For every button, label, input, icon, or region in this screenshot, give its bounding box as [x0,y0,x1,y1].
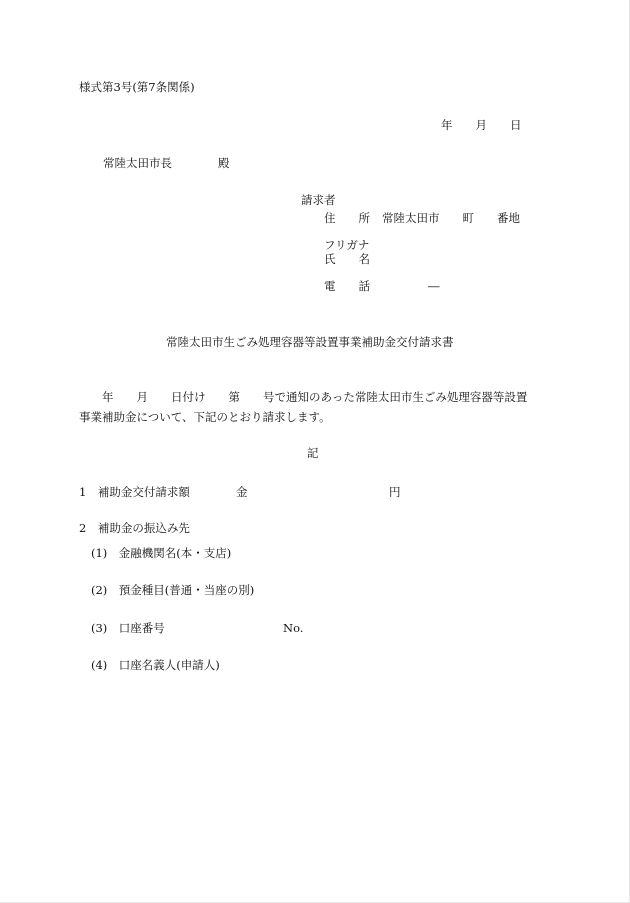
phone-dash: ― [428,279,440,293]
phone-label: 電 話 [324,279,370,293]
body-line-2: 事業補助金について、下記のとおり請求します。 [79,410,331,424]
item2-sub4: (4) 口座名義人(申請人) [91,658,220,672]
body-line-1: 年 月 日付け 第 号で通知のあった常陸太田市生ごみ処理容器等設置 [79,390,528,404]
date-line: 年 月 日 [441,118,522,132]
form-number: 様式第3号(第7条関係) [79,80,195,94]
item1-kin: 金 [236,485,248,499]
item1-yen: 円 [389,485,401,499]
requester-heading: 請求者 [301,193,336,207]
item2-sub1: (1) 金融機関名(本・支店) [91,546,232,560]
addressee: 常陸太田市長 殿 [103,156,230,170]
item1-label: 1 補助金交付請求額 [79,485,190,499]
ki-heading: 記 [307,446,319,460]
address-value: 常陸太田市 町 番地 [382,211,520,225]
address-label: 住 所 [324,211,370,225]
item2-label: 2 補助金の振込み先 [79,521,190,535]
furigana-label: フリガナ [324,238,370,252]
document-title: 常陸太田市生ごみ処理容器等設置事業補助金交付請求書 [166,335,454,349]
item2-sub3: (3) 口座番号 [91,621,165,635]
item2-sub3-no: No. [283,621,304,635]
item2-sub2: (2) 預金種目(普通・当座の別) [91,583,255,597]
name-label: 氏 名 [324,252,370,266]
